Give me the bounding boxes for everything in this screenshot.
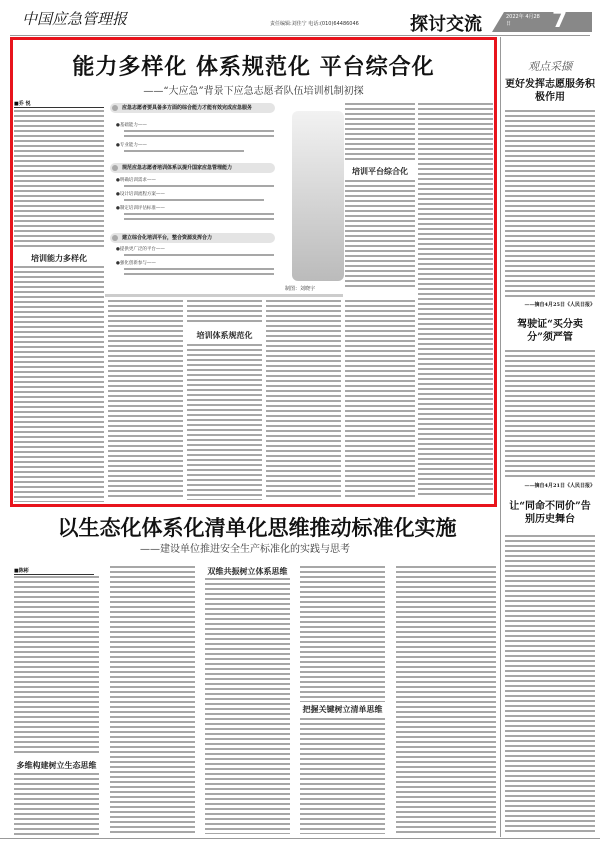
article2-subhead: 双维共振树立体系思维	[207, 566, 288, 576]
article2-subhead: 多维构建树立生态思维	[16, 760, 97, 770]
article2-body	[14, 773, 99, 835]
sidebar-headline: 让“同命不同价”告别历史舞台	[509, 501, 591, 525]
article2-body	[396, 566, 496, 834]
article2-body	[300, 566, 385, 702]
sidebar-source: ——摘自4月21日《人民日报》	[524, 483, 595, 489]
article1-subtitle: ——“大应急”背景下应急志愿者队伍培训机制初探	[143, 86, 364, 97]
article1-subhead: 培训能力多样化	[31, 253, 87, 263]
article1-body	[187, 344, 262, 500]
sidebar-body	[505, 350, 595, 480]
article2-title: 以生态化体系化清单化思维推动标准化实施	[57, 516, 457, 540]
section-title: 探讨交流	[410, 14, 482, 35]
figure-text	[124, 130, 274, 140]
column-divider	[500, 37, 501, 837]
article2-subtitle: ——建设单位推进安全生产标准化的实践与思考	[140, 544, 350, 555]
figure-divider	[105, 294, 343, 297]
article1-body	[266, 300, 341, 500]
article1-subhead: 培训平台综合化	[352, 166, 408, 176]
infographic	[110, 103, 340, 293]
page-number: 7	[552, 8, 568, 33]
figure-item: ●强化创新参与——	[116, 261, 156, 266]
article1-subhead: 培训体系规范化	[196, 330, 253, 340]
article1-body	[345, 300, 415, 500]
figure-text	[124, 150, 244, 154]
article1-body	[418, 103, 493, 498]
figure-text	[124, 185, 274, 189]
sidebar-headline: 更好发挥志愿服务积极作用	[505, 79, 595, 103]
figure-block-title: 建立综合化培训平台，整合资源发挥合力	[110, 233, 275, 243]
article1-body	[345, 180, 415, 290]
sidebar-headline: 驾驶证“买分卖分”须严管	[517, 319, 583, 343]
figure-text	[124, 213, 274, 223]
masthead-logo: 中国应急管理报	[22, 10, 128, 28]
figure-text	[124, 199, 264, 203]
figure-item: ●专业能力——	[116, 143, 147, 148]
sidebar-source: ——摘自4月25日《人民日报》	[524, 302, 595, 308]
article1-title: 能力多样化 体系规范化 平台综合化	[72, 55, 435, 80]
article1-body	[14, 266, 104, 502]
figure-text	[124, 254, 274, 258]
article1-body	[187, 300, 262, 325]
figure-item: ●提供更广泛的平台——	[116, 247, 165, 252]
article1-body	[108, 300, 183, 500]
article2-body	[14, 576, 99, 756]
article1-body	[14, 110, 104, 250]
figure-block-title: 应急志愿者要具备多方面的综合能力才能有效完成应急服务	[110, 103, 275, 113]
article2-body	[300, 718, 385, 834]
figure-credit: 制图：刘晓宇	[285, 286, 316, 292]
sidebar-body	[505, 535, 595, 835]
article1-body	[345, 103, 415, 163]
article1-byline: ■乔 悦	[14, 100, 104, 108]
illustration	[292, 111, 344, 281]
figure-block-title: 规范应急志愿者培训体系以提升国家应急管理能力	[110, 163, 275, 173]
date-label: 2022年 4月28日	[506, 14, 540, 27]
article2-body	[110, 566, 195, 834]
figure-item: ●设计培训流程方案——	[116, 192, 165, 197]
column-logo: 观点采撷	[528, 60, 572, 73]
figure-item: ●制定培训评估标准——	[116, 206, 165, 211]
article2-byline: ■陈彬	[14, 567, 94, 575]
article2-subhead: 把握关键树立清单思维	[302, 704, 383, 714]
sidebar-body	[505, 110, 595, 300]
article2-body	[205, 578, 290, 834]
figure-item: ●明确培训需求——	[116, 178, 156, 183]
figure-text	[124, 268, 274, 278]
figure-item: ●基础能力——	[116, 123, 147, 128]
footer-rule	[0, 838, 600, 839]
header-rule	[10, 35, 590, 36]
editor-info: 责任编辑:刘佳宁 电话:(010)64486046	[270, 21, 359, 27]
